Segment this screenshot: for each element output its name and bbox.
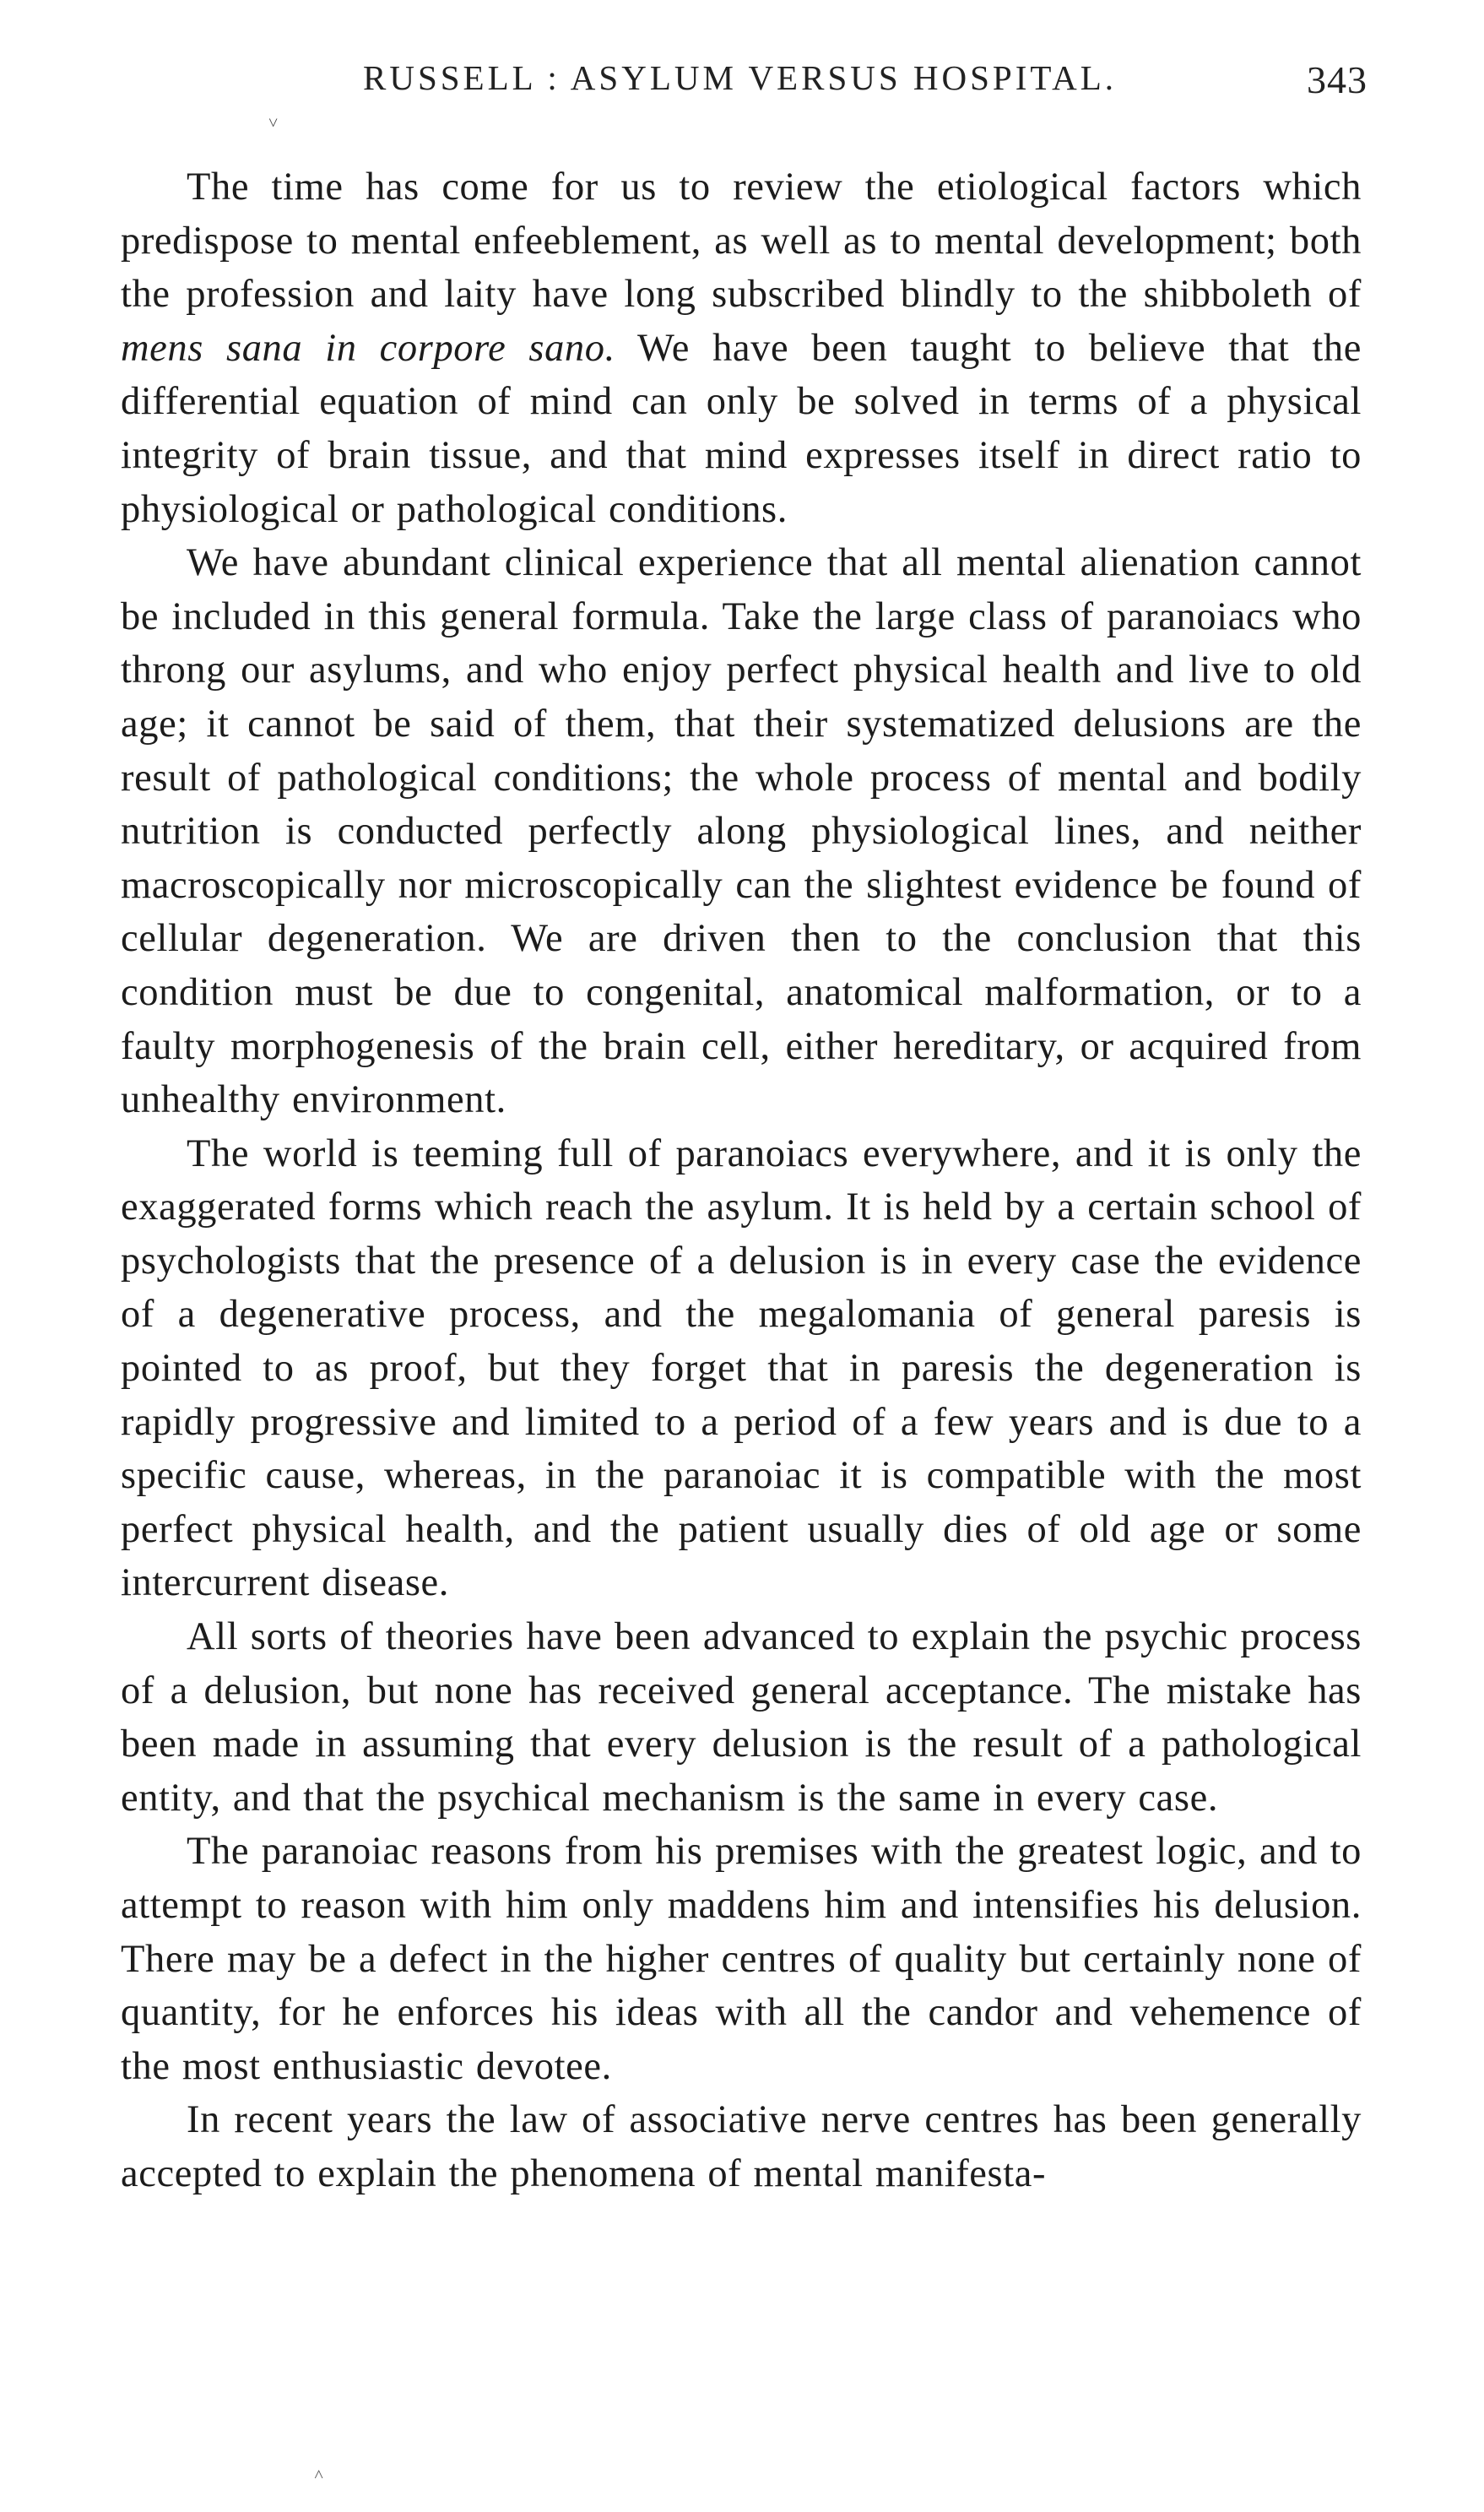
paragraph-6: In recent years the law of associative nerve centres has been generally accepted to explain the phenomena of mental manifesta- (121, 2098, 1362, 2195)
paragraph-1-text-end: We have been taught to believe that the differential equation of mind can only be solved in terms of a physical integrity of brain tissue, and that mind expresses itself in direct ratio to physiological or pathological conditions. (121, 326, 1362, 531)
paragraph-1-text-start: The time has come for us to review the etiological factors which predispose to mental enfeeblement, as well as to mental development; both the profession and laity have long subscribed blindly to the shibboleth of (121, 165, 1362, 317)
paragraph-3: The world is teeming full of paranoiacs everywhere, and it is only the exaggerated forms which reach the asylum. It is held by a certain school of psychologists that the presence of a delusion is in every case the evidence of a degenerative process, and the megalomania of general paresis is pointed to as proof, but they forget that in paresis the degeneration is rapidly progressive and limited to a period of a few years and is due to a specific cause, whereas, in the paranoiac it is compatible with the most perfect physical health, and the patient usually dies of old age or some intercurrent disease. (121, 1131, 1362, 1605)
paragraph-5: The paranoiac reasons from his premises with the greatest logic, and to attempt to reason with him only maddens him and intensifies his delusion. There may be a defect in the higher centres of quality but certainly none of quantity, for he enforces his ideas with all the candor and vehemence of the most enthusiastic devotee. (121, 1830, 1362, 2088)
running-title: RUSSELL : ASYLUM VERSUS HOSPITAL. (363, 58, 1118, 97)
body-text (121, 160, 1362, 2201)
running-head (127, 57, 1368, 117)
print-speck-mark-bottom: ˄ (314, 2466, 324, 2484)
paragraph-1 (121, 160, 1362, 536)
page-number: 343 (1307, 58, 1368, 101)
latin-phrase: mens sana in corpore sano. (121, 326, 615, 370)
print-speck-mark: ˅ (268, 114, 279, 133)
paragraph-2: We have abundant clinical experience that all mental alienation cannot be included in this general formula. Take the large class of paranoiacs who throng our asylums, and who enjoy perfect physical health and live to old age; it cannot be said of them, that their systematized delusions are the result of pathological conditions; the whole process of mental and bodily nutrition is conducted perfectly along physiological lines, and neither macroscopically nor microscopically can the slightest evidence be found of cellular degeneration. We are driven then to the conclusion that this condition must be due to congenital, anatomical malformation, or to a faulty morphogenesis of the brain cell, either hereditary, or acquired from unhealthy environment. (121, 541, 1362, 1122)
paragraph-4: All sorts of theories have been advanced to explain the psychic process of a delusion, but none has received general acceptance. The mistake has been made in assuming that every delusion is the result of a pathological entity, and that the psychical mechanism is the same in every case. (121, 1615, 1362, 1820)
